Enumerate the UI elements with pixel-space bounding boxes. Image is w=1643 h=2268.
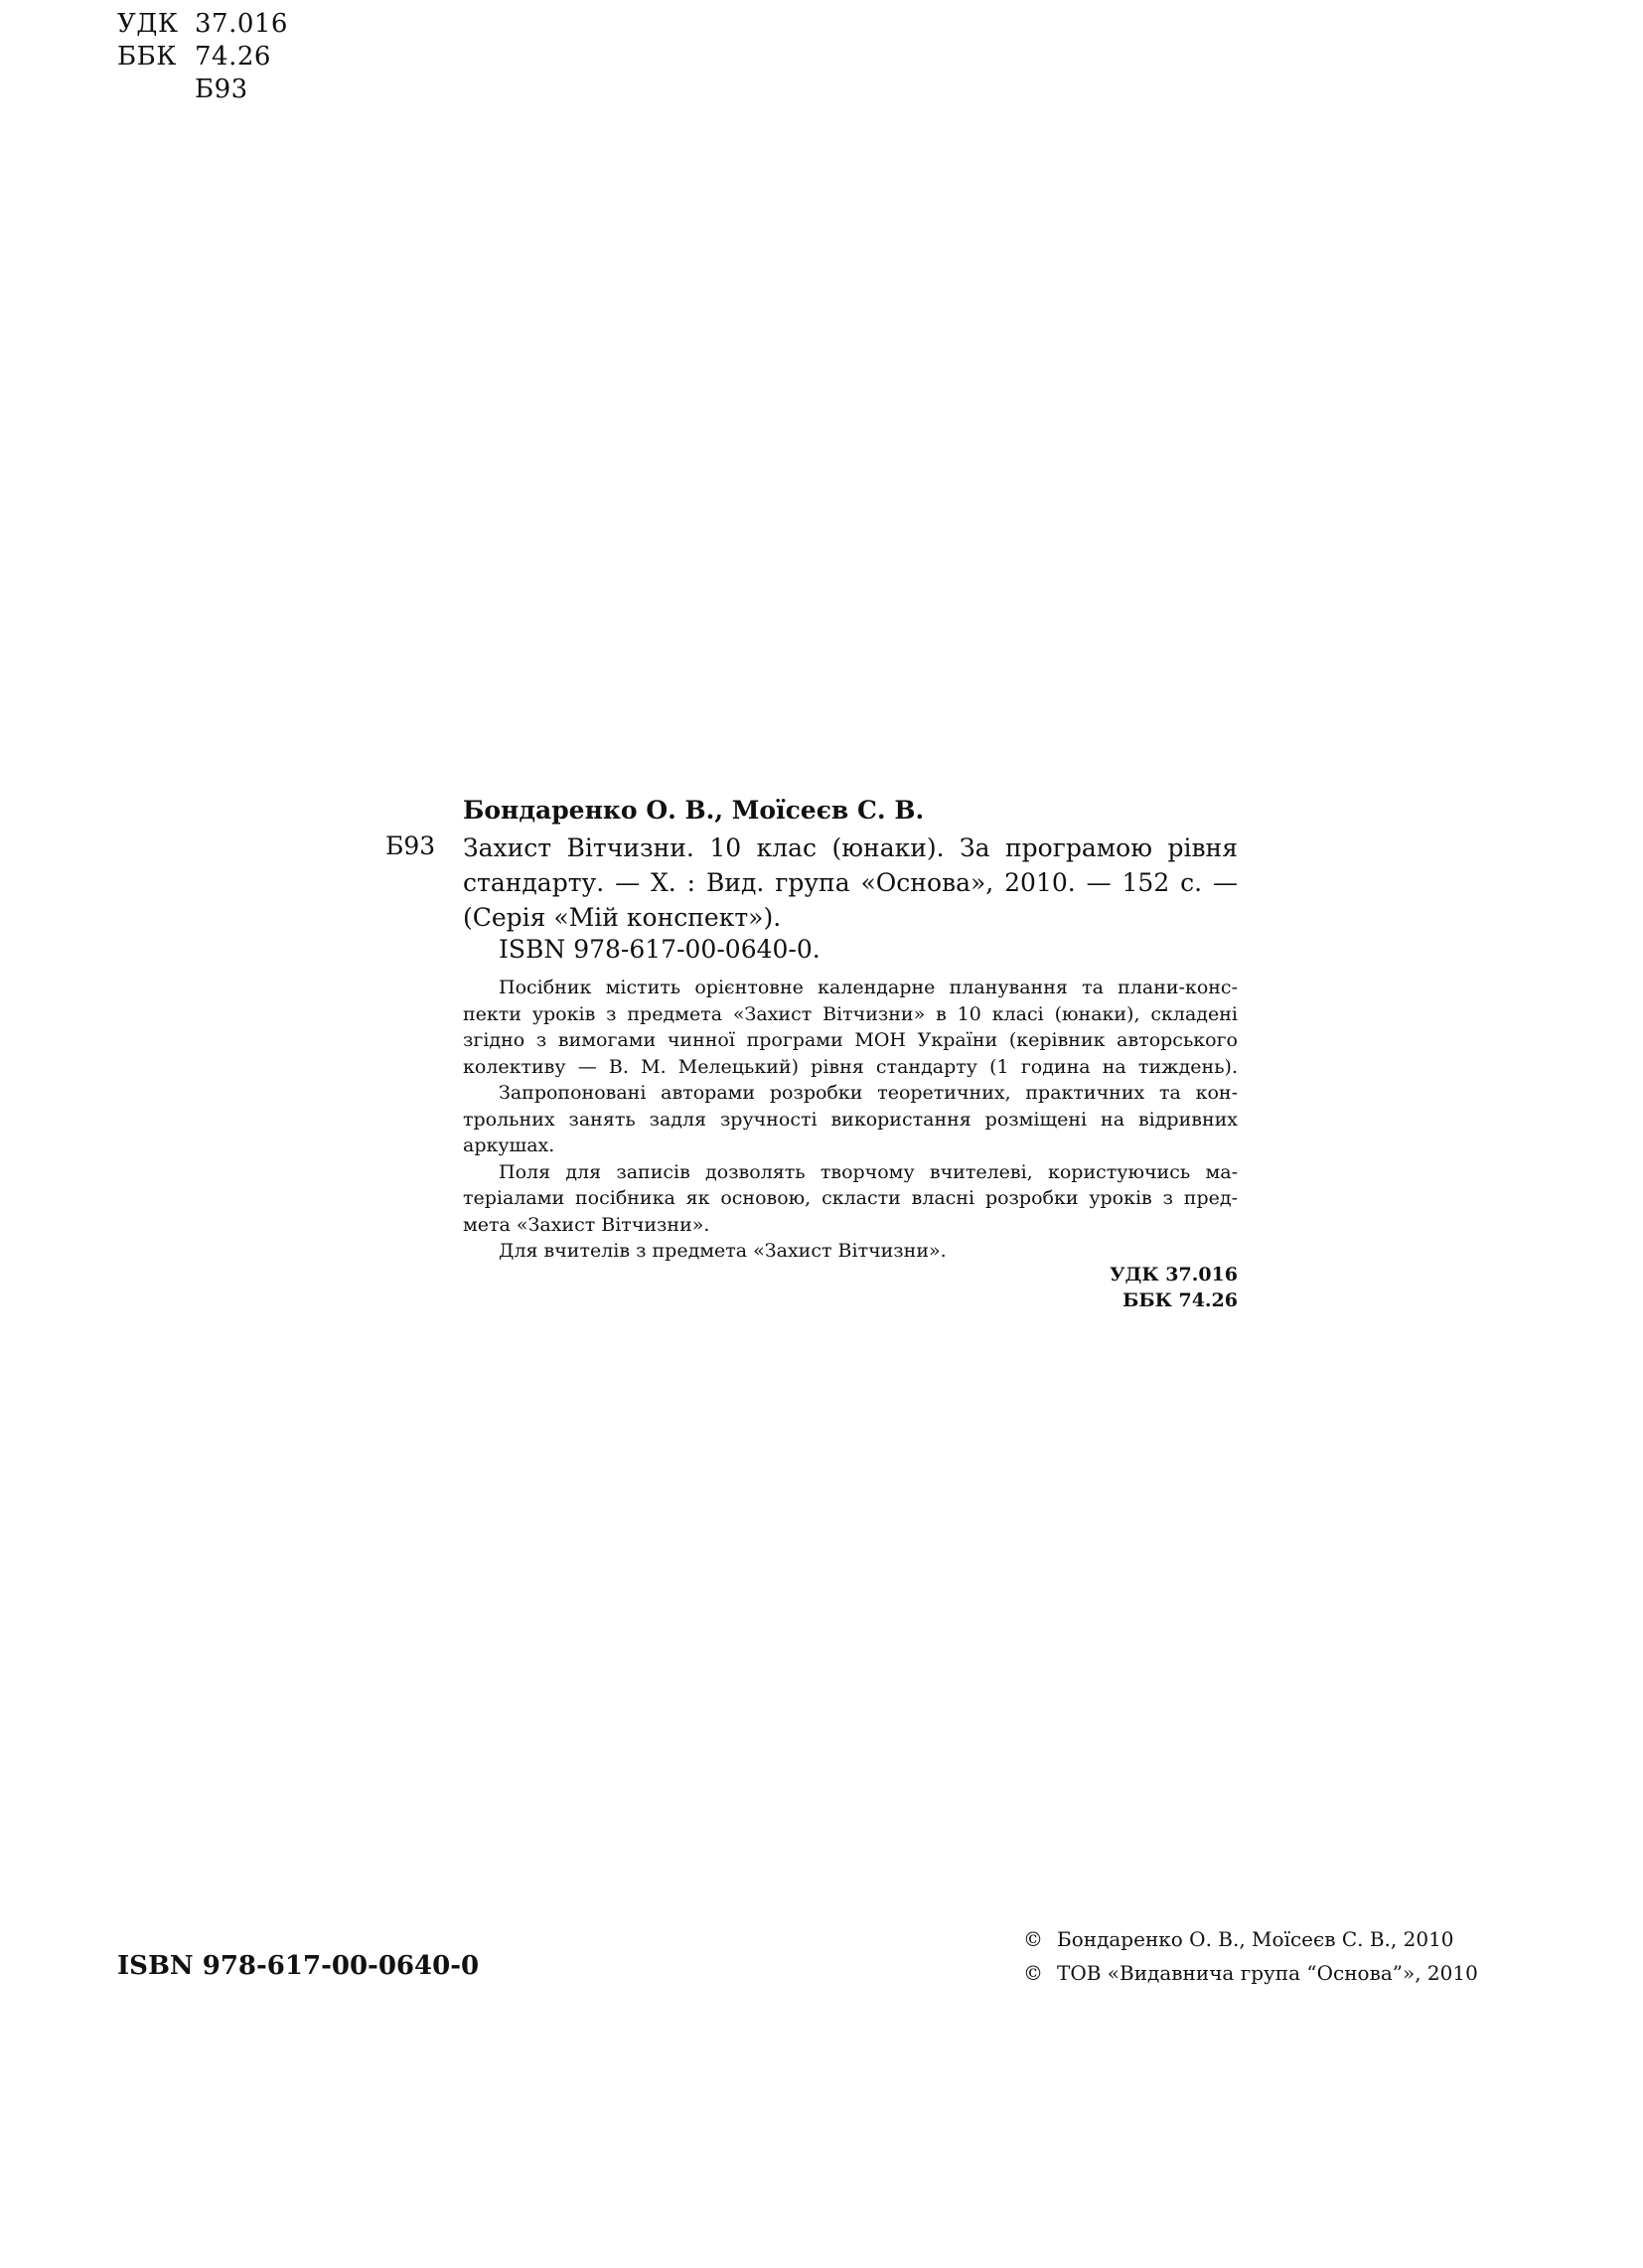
card-isbn: ISBN 978-617-00-0640-0. [499, 935, 821, 964]
annotation-line: Посібник містить орієнтовне календарне планування та плани-конс- [499, 977, 1238, 998]
isbn-number: ISBN 978-617-00-0640-0 [117, 1951, 480, 1981]
annotation-line: Поля для записів дозволять творчому вчителеві, користуючись ма- [499, 1160, 1238, 1183]
copyright-symbol: © [1023, 1927, 1043, 1951]
bbk-value: 74.26 [195, 42, 271, 72]
annotation-audience: Для вчителів з предмета «Захист Вітчизни». [499, 1240, 947, 1262]
copyright-line [1023, 1922, 1478, 1956]
authors-heading: Бондаренко О. В., Моїсеєв С. В. [463, 796, 925, 825]
annotation [463, 975, 1238, 1265]
udk-value: 37.016 [195, 9, 288, 39]
copyright-publisher: ТОВ «Видавнича група “Основа”», 2010 [1057, 1961, 1478, 1985]
annotation-line: пекти уроків з предмета «Захист Вітчизни» в 10 класі (юнаки), складені [463, 1002, 1238, 1025]
author-mark-row [117, 74, 288, 106]
annotation-line: згідно з вимогами чинної програми МОН України (керівник авторського [463, 1029, 1238, 1051]
annotation-line: трольних занять задля зручності використання розміщені на відривних [463, 1108, 1238, 1131]
bbk-row [117, 41, 288, 74]
copyright-authors: Бондаренко О. В., Моїсеєв С. В., 2010 [1057, 1927, 1454, 1951]
annotation-line: мета «Захист Вітчизни». [463, 1213, 710, 1236]
copyright-symbol: © [1023, 1961, 1043, 1985]
description-line: стандарту. — Х. : Вид. група «Основа», 2010. — 152 с. — [463, 868, 1238, 897]
classification-codes-right [1039, 1262, 1238, 1313]
annotation-line: колективу — В. М. Мелецький) рівня стандарту (1 година на тиждень). [463, 1055, 1238, 1078]
copyright-notices [1023, 1922, 1478, 1990]
description-line: Захист Вітчизни. 10 клас (юнаки). За програмою рівня [463, 833, 1238, 862]
description-line: (Серія «Мій конспект»). [463, 903, 782, 932]
card-author-mark: Б93 [385, 832, 436, 860]
annotation-line: теріалами посібника як основою, скласти власні розробки уроків з пред- [463, 1187, 1238, 1209]
udk-row [117, 8, 288, 41]
annotation-line: Запропоновані авторами розробки теоретичних, практичних та кон- [499, 1082, 1238, 1104]
bibliographic-description [463, 831, 1238, 935]
bbk-code: ББК 74.26 [1122, 1289, 1238, 1311]
udk-label: УДК [117, 9, 179, 39]
copyright-line [1023, 1956, 1478, 1990]
bbk-label: ББК [117, 42, 177, 72]
udk-code: УДК 37.016 [1110, 1264, 1238, 1285]
author-mark: Б93 [195, 75, 248, 104]
annotation-line: аркушах. [463, 1134, 555, 1156]
classification-codes [117, 8, 288, 106]
